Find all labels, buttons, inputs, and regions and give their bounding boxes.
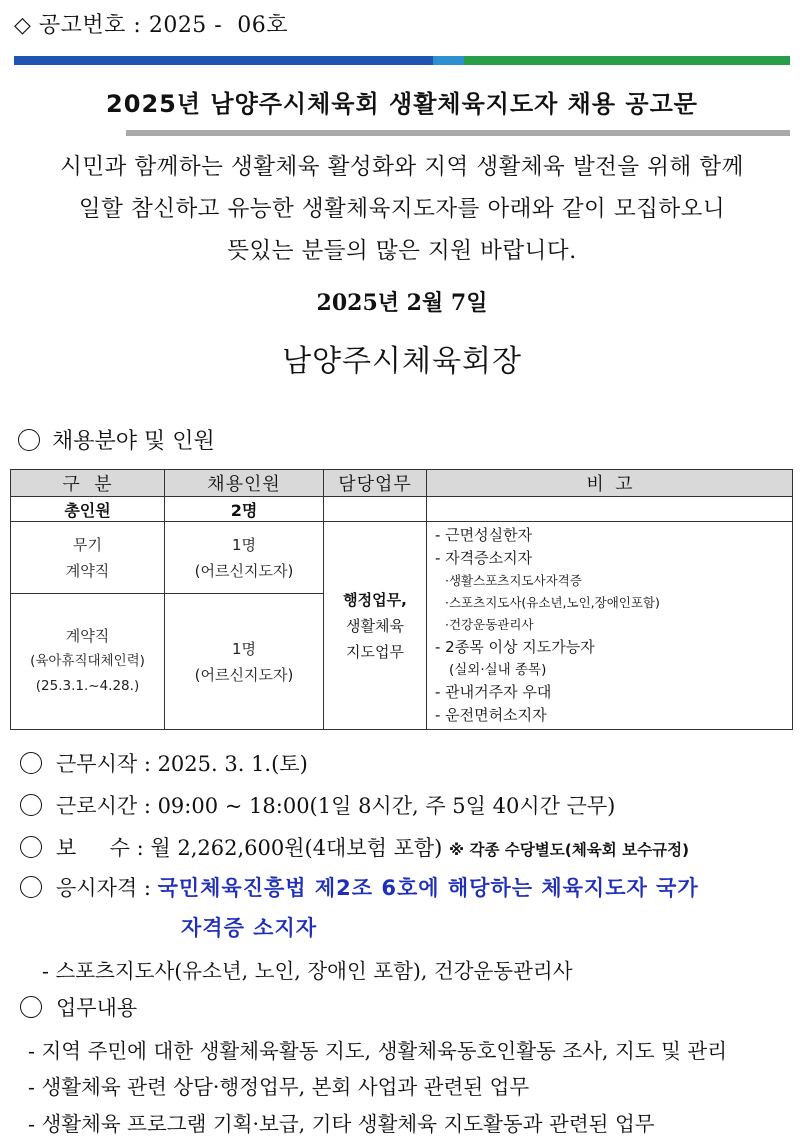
intro-line-3: 뜻있는 분들의 많은 지원 바랍니다. xyxy=(227,238,577,264)
qualification: 응시자격 : 국민체육진흥법 제2조 6호에 해당하는 체육지도자 국가 xyxy=(20,872,699,902)
organization-signature: 남양주시체육회장 xyxy=(282,344,522,379)
announcement-date: 2025년 2월 7일 xyxy=(316,290,488,316)
qualification-continued: 자격증 소지자 xyxy=(181,916,318,940)
intro-line-1: 시민과 함께하는 생활체육 활성화와 지역 생활체육 발전을 위해 함께 xyxy=(60,154,744,180)
circle-bullet-icon xyxy=(20,752,42,774)
positions-table xyxy=(10,469,793,730)
circle-bullet-icon xyxy=(20,794,42,816)
qualification-sub: - 스포츠지도사(유소년, 노인, 장애인 포함), 건강운동관리사 xyxy=(42,959,573,983)
salary: 보 수 : 월 2,262,600원(4대보험 포함) ※ 각종 수당별도(체육회 보수규정) xyxy=(20,832,689,862)
row2-count: 1명 (어르신지도자) xyxy=(165,594,324,730)
row2-type: 계약직 (육아휴직대체인력) (25.3.1.~4.28.) xyxy=(11,594,165,730)
title-underline xyxy=(126,130,790,136)
header-duty: 담당업무 xyxy=(324,470,427,497)
total-count: 2명 xyxy=(165,497,324,522)
header-notes: 비 고 xyxy=(427,470,793,497)
duty-item: - 생활체육 관련 상담·행정업무, 본회 사업과 관련된 업무 xyxy=(28,1075,530,1099)
header-count: 채용인원 xyxy=(165,470,324,497)
table-header-row xyxy=(11,470,793,497)
row1-type: 무기 계약직 xyxy=(11,522,165,594)
duty-item: - 생활체육 프로그램 기획·보급, 기타 생활체육 지도활동과 관련된 업무 xyxy=(28,1112,655,1136)
intro-line-2: 일할 참신하고 유능한 생활체육지도자를 아래와 같이 모집하오니 xyxy=(78,196,726,222)
intro-paragraph xyxy=(14,146,790,272)
table-row xyxy=(11,522,793,594)
circle-bullet-icon xyxy=(18,429,40,451)
announcement-number: ◇ 공고번호 : 2025 - 06호 xyxy=(14,13,288,38)
work-hours: 근로시간 : 09:00 ~ 18:00(1일 8시간, 주 5일 40시간 근무) xyxy=(20,790,615,820)
duty-item: - 지역 주민에 대한 생활체육활동 지도, 생활체육동호인활동 조사, 지도 및 관리 xyxy=(28,1039,728,1063)
header-color-bar xyxy=(14,56,790,65)
work-start: 근무시작 : 2025. 3. 1.(토) xyxy=(20,748,308,778)
notes-cell: - 근면성실한자 - 자격증소지자 ·생활스포츠지도사자격증 ·스포츠지도사(유소년,노인,장애인포함) ·건강운동관리사 - 2종목 이상 지도가능자 (실외·실내 종목) - 관내거주자 우대 - 운전면허소지자 xyxy=(427,522,793,730)
row1-count: 1명 (어르신지도자) xyxy=(165,522,324,594)
duties-title: 업무내용 xyxy=(20,992,137,1022)
circle-bullet-icon xyxy=(20,996,42,1018)
total-label: 총인원 xyxy=(11,497,165,522)
section-positions: 채용분야 및 인원 xyxy=(18,424,215,455)
table-row-total xyxy=(11,497,793,522)
duty-cell: 행정업무, 생활체육 지도업무 xyxy=(324,522,427,730)
circle-bullet-icon xyxy=(20,836,42,858)
circle-bullet-icon xyxy=(20,876,42,898)
header-category: 구 분 xyxy=(11,470,165,497)
document-title: 2025년 남양주시체육회 생활체육지도자 채용 공고문 xyxy=(106,90,698,118)
